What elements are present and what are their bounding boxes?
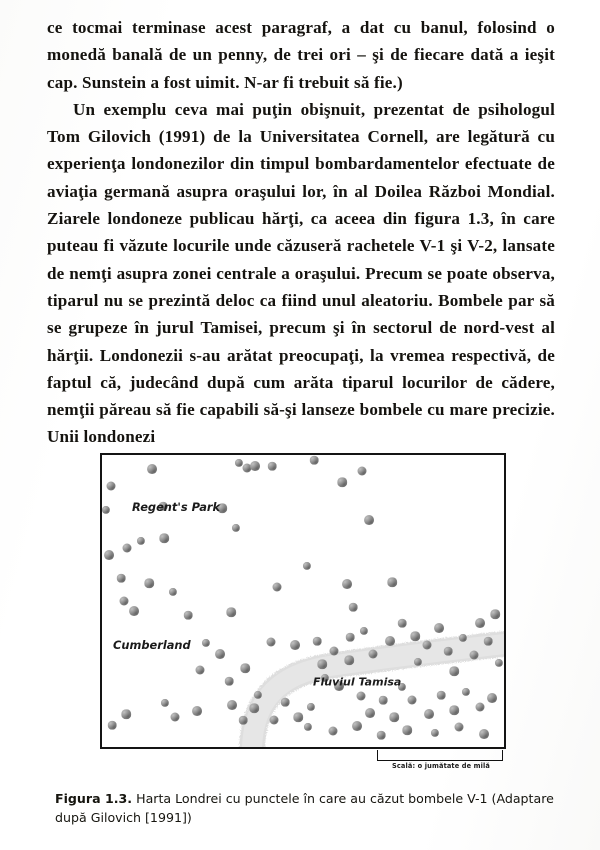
bomb-impact-dot bbox=[169, 588, 177, 596]
bomb-impact-dot bbox=[470, 651, 479, 660]
map-label-fluviul-tamisa: Fluviul Tamisa bbox=[313, 675, 402, 689]
figure-caption bbox=[55, 790, 555, 827]
bomb-impact-dot bbox=[344, 655, 354, 665]
bomb-impact-dot bbox=[137, 537, 145, 545]
scale-bar-bracket bbox=[377, 750, 503, 761]
bomb-impact-dot bbox=[281, 698, 290, 707]
bomb-impact-dot bbox=[387, 577, 397, 587]
bomb-impact-dot bbox=[437, 691, 446, 700]
paragraph-continued: ce tocmai terminase acest paragraf, a dat cu banul, folosind o monedă banală de un penny, de trei ori – şi de fiecare dată a ieşit cap. Sunstein a fost uimit. N-ar fi trebuit să fie.) bbox=[47, 18, 555, 92]
bomb-impact-dot bbox=[414, 658, 422, 666]
bomb-impact-dot bbox=[410, 631, 420, 641]
bomb-impact-dot bbox=[434, 623, 444, 633]
bomb-impact-dot bbox=[329, 727, 338, 736]
bomb-impact-dot bbox=[377, 731, 386, 740]
paragraph-gilovich: Un exemplu ceva mai puţin obişnuit, prezentat de psihologul Tom Gilovich (1991) de la Universitatea Cornell, are legătură cu experienţa londonezilor din timpul bombardamentelor efectuate de aviaţia germană asupra oraşului lor, în al Doilea Război Mondial. Ziarele londoneze publicau hărţi, ca aceea din figura 1.3, în care puteau fi văzute locurile unde căzuseră rachetele V-1 şi V-2, lansate de nemţi asupra zonei centrale a oraşului. Precum se poate observa, tiparul nu se prezintă deloc ca fiind unul aleatoriu. Bombele par să se grupeze în jurul Tamisei, precum şi în sectorul de nord-vest al hărţii. Londonezii s-au arătat preocupaţi, la vremea respectivă, de faptul că, judecând după cum arăta tiparul locurilor de cădere, nemţii păreau să fie capabili să-şi lanseze bombele cu mare precizie. Unii londonezi bbox=[47, 99, 555, 447]
bomb-impact-dot bbox=[402, 725, 412, 735]
bomb-impact-dot bbox=[171, 713, 180, 722]
bomb-impact-dot bbox=[129, 606, 139, 616]
bomb-impact-dot bbox=[487, 693, 497, 703]
bomb-impact-dot bbox=[408, 696, 417, 705]
bomb-impact-dot bbox=[184, 611, 193, 620]
map-label-cumberland: Cumberland bbox=[113, 638, 191, 652]
bomb-impact-dot bbox=[369, 650, 378, 659]
bomb-impact-dot bbox=[250, 461, 260, 471]
map-label-regents-park: Regent's Park bbox=[132, 500, 221, 514]
bomb-impact-dot bbox=[227, 700, 237, 710]
bomb-impact-dot bbox=[490, 609, 500, 619]
bomb-impact-dot bbox=[121, 709, 131, 719]
bomb-impact-dot bbox=[317, 659, 327, 669]
bomb-impact-dot bbox=[215, 649, 225, 659]
bomb-impact-dot bbox=[147, 464, 157, 474]
bomb-impact-dot bbox=[123, 544, 132, 553]
bomb-impact-dot bbox=[349, 603, 358, 612]
bomb-impact-dot bbox=[449, 666, 459, 676]
bomb-impact-dot bbox=[358, 467, 367, 476]
bomb-impact-dot bbox=[307, 703, 315, 711]
bomb-impact-dot bbox=[120, 597, 129, 606]
bomb-impact-dot bbox=[232, 524, 240, 532]
bomb-impact-dot bbox=[337, 477, 347, 487]
figure-1-3 bbox=[0, 440, 600, 840]
bomb-impact-dot bbox=[479, 729, 489, 739]
bomb-impact-dot bbox=[462, 688, 470, 696]
bomb-impact-dot bbox=[379, 696, 388, 705]
bomb-impact-dot bbox=[423, 641, 432, 650]
bomb-impact-dot bbox=[117, 574, 126, 583]
scale-bar-label: Scală: o jumătate de milă bbox=[392, 762, 490, 770]
bomb-impact-dot bbox=[431, 729, 439, 737]
bomb-impact-dot bbox=[102, 506, 110, 514]
bomb-impact-dot bbox=[476, 703, 485, 712]
bomb-impact-dot bbox=[459, 634, 467, 642]
scale-bar bbox=[377, 750, 501, 762]
bomb-impact-dot bbox=[240, 663, 250, 673]
bomb-impact-dot bbox=[159, 533, 169, 543]
bomb-impact-dot bbox=[249, 703, 259, 713]
bomb-impact-dot bbox=[290, 640, 300, 650]
figure-caption-text: Harta Londrei cu punctele în care au căzut bombele V-1 (Adaptare după Gilovich [1991]) bbox=[55, 791, 554, 825]
bomb-impact-dot bbox=[304, 723, 312, 731]
bomb-impact-dot bbox=[268, 462, 277, 471]
bomb-impact-dot bbox=[254, 691, 262, 699]
bomb-impact-dot bbox=[226, 607, 236, 617]
bomb-impact-dot bbox=[364, 515, 374, 525]
bomb-impact-dot bbox=[444, 647, 453, 656]
bomb-impact-dot bbox=[360, 627, 368, 635]
bomb-impact-dot bbox=[449, 705, 459, 715]
map-canvas bbox=[100, 453, 506, 749]
bomb-impact-dot bbox=[346, 633, 355, 642]
bomb-impact-dot bbox=[273, 583, 282, 592]
figure-caption-number: Figura 1.3. bbox=[55, 791, 133, 806]
bomb-impact-dot bbox=[313, 637, 322, 646]
bomb-impact-dot bbox=[161, 699, 169, 707]
bomb-impact-dot bbox=[108, 721, 117, 730]
bomb-impact-dot bbox=[303, 562, 311, 570]
bomb-impact-dot bbox=[398, 619, 407, 628]
bomb-impact-dot bbox=[144, 578, 154, 588]
body-text-block bbox=[47, 14, 555, 451]
bomb-impact-dot bbox=[202, 639, 210, 647]
bomb-impact-dot bbox=[342, 579, 352, 589]
bomb-impact-dot bbox=[225, 677, 234, 686]
bomb-impact-dot bbox=[293, 712, 303, 722]
bomb-impact-dot bbox=[192, 706, 202, 716]
bomb-impact-dot bbox=[424, 709, 434, 719]
bomb-impact-dot bbox=[385, 636, 395, 646]
bomb-impact-dot bbox=[475, 618, 485, 628]
bomb-impact-dot bbox=[352, 721, 362, 731]
bomb-impact-dot bbox=[330, 647, 339, 656]
bomb-impact-dot bbox=[365, 708, 375, 718]
bomb-impact-dot bbox=[270, 716, 279, 725]
bomb-impact-dot bbox=[357, 692, 366, 701]
bomb-impact-dot bbox=[389, 712, 399, 722]
bomb-impact-dot bbox=[104, 550, 114, 560]
bomb-impact-dot bbox=[484, 637, 493, 646]
bomb-impact-dot bbox=[239, 716, 248, 725]
bomb-impact-dot bbox=[107, 482, 116, 491]
bomb-impact-dot bbox=[455, 723, 464, 732]
bomb-impact-dot bbox=[310, 456, 319, 465]
bomb-impact-dot bbox=[196, 666, 205, 675]
bomb-impact-dot bbox=[267, 638, 276, 647]
bomb-impact-dot bbox=[495, 659, 503, 667]
